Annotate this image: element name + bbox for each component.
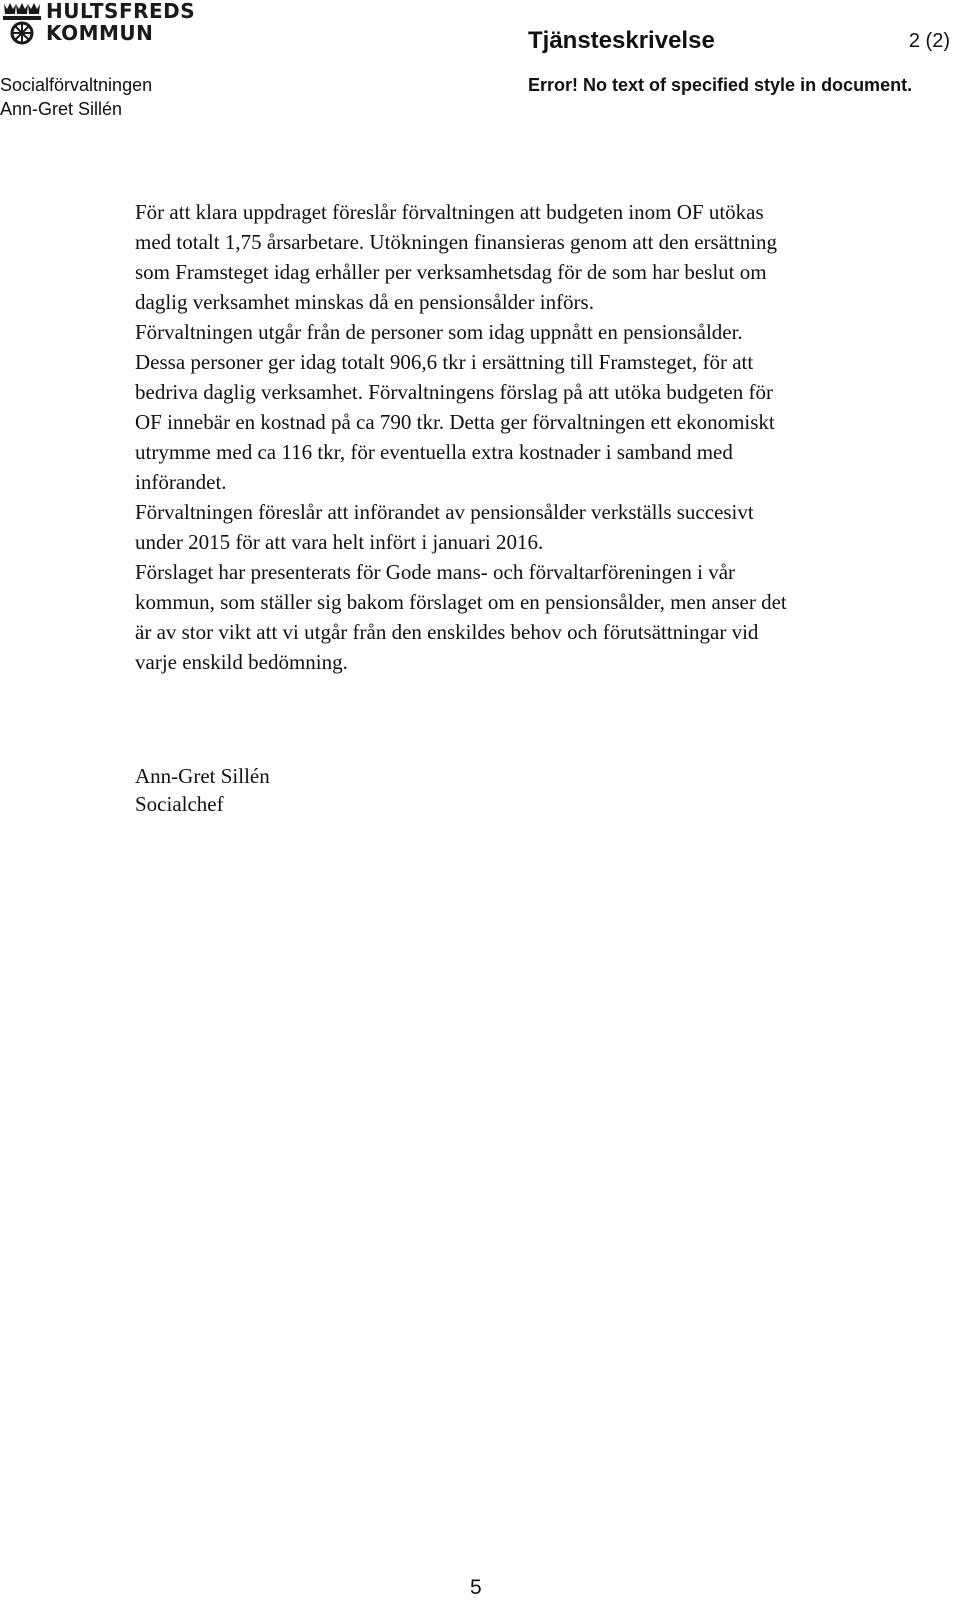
- signature-block: [135, 762, 270, 818]
- department-name: Socialförvaltningen: [0, 75, 153, 95]
- body-paragraph-3: Förvaltningen föreslår att införandet av pensionsålder verkställs succesivt under 2015 för att vara helt infört i januari 2016.: [135, 500, 754, 554]
- style-error-message: Error! No text of specified style in document.: [528, 75, 913, 95]
- page-indicator: 2 (2): [908, 30, 950, 52]
- document-type-title: Tjänsteskrivelse: [528, 27, 715, 54]
- logo-text-line1: HULTSFREDS: [46, 0, 196, 23]
- signatory-name: Ann-Gret Sillén: [135, 764, 270, 788]
- signatory-title: Socialchef: [135, 792, 224, 816]
- body-paragraph-2: Förvaltningen utgår från de personer som idag uppnått en pensionsålder. Dessa personer ger idag totalt 906,6 tkr i ersättning till Framsteget, för att bedriva daglig verksamhet. Förvaltningens förslag på att utöka budgeten för OF innebär en kostnad på ca 790 tkr. Detta ger förvaltningen ett ekonomiskt utrymme med ca 116 tkr, för eventuella extra kostnader i samband med införandet.: [135, 320, 775, 494]
- crowns-emblem-icon: [2, 0, 42, 46]
- body-paragraph-1: För att klara uppdraget föreslår förvaltningen att budgeten inom OF utökas med totalt 1,75 årsarbetare. Utökningen finansieras genom att den ersättning som Framsteget idag erhåller per verksamhetsdag för de som har beslut om daglig verksamhet minskas då en pensionsålder införs.: [135, 200, 778, 314]
- logo-text-line2: KOMMUN: [46, 21, 154, 45]
- document-body: [135, 197, 895, 677]
- body-paragraph-4: Förslaget har presenterats för Gode mans- och förvaltarföreningen i vår kommun, som ställer sig bakom förslaget om en pensionsålder, men anser det är av stor vikt att vi utgår från den enskildes behov och förutsättningar vid varje enskild bedömning.: [135, 560, 787, 674]
- footer-page-number: 5: [470, 1576, 482, 1599]
- sender-block: [0, 73, 152, 121]
- municipality-logo: [2, 0, 196, 46]
- author-name: Ann-Gret Sillén: [0, 99, 123, 119]
